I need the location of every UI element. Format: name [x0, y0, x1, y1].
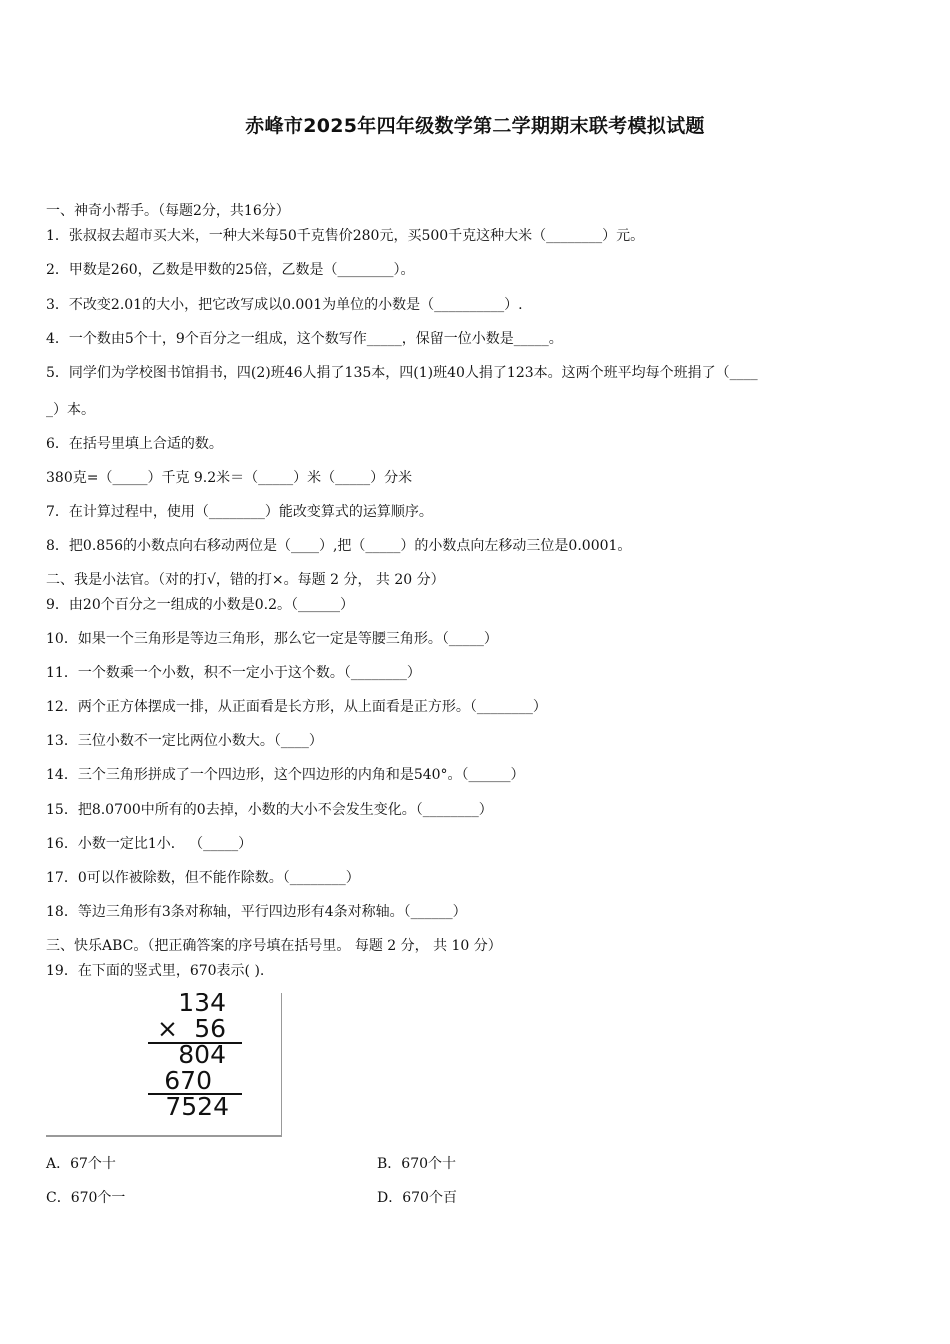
option-d: D．670个百	[377, 1190, 457, 1206]
partial-product-1: 804	[178, 1040, 226, 1069]
multiplier: 56	[194, 1014, 226, 1043]
question-10: 10．如果一个三角形是等边三角形，那么它一定是等腰三角形。（_____）	[46, 631, 498, 647]
question-17: 17．0可以作被除数，但不能作除数。（________）	[46, 870, 360, 886]
option-c: C．670个一	[46, 1190, 126, 1206]
question-4: 4．一个数由5个十，9个百分之一组成，这个数写作_____，保留一位小数是_____。	[46, 331, 563, 347]
question-18: 18．等边三角形有3条对称轴，平行四边形有4条对称轴。（______）	[46, 904, 467, 920]
partial-product-2: 670	[164, 1066, 212, 1095]
question-5-continued: _）本。	[46, 402, 95, 418]
multiplication-figure	[46, 993, 282, 1137]
question-15: 15．把8.0700中所有的0去掉，小数的大小不会发生变化。（________）	[46, 802, 493, 818]
section-3-heading: 三、快乐ABC。（把正确答案的序号填在括号里。 每题 2 分， 共 10 分）	[46, 938, 502, 954]
question-6: 6．在括号里填上合适的数。	[46, 436, 223, 452]
question-8: 8．把0.856的小数点向右移动两位是（____）,把（_____）的小数点向左移动三位是0.0001。	[46, 538, 632, 554]
question-7: 7．在计算过程中，使用（________）能改变算式的运算顺序。	[46, 504, 433, 520]
question-13: 13．三位小数不一定比两位小数大。（____）	[46, 733, 323, 749]
option-b: B．670个十	[377, 1156, 457, 1172]
question-2: 2．甲数是260，乙数是甲数的25倍，乙数是（________）。	[46, 262, 415, 278]
multiplicand: 134	[178, 993, 226, 1017]
question-1: 1．张叔叔去超市买大米，一种大米每50千克售价280元，买500千克这种大米（________）元。	[46, 228, 645, 244]
question-14: 14．三个三角形拼成了一个四边形，这个四边形的内角和是540°。（______）	[46, 767, 525, 783]
question-5: 5．同学们为学校图书馆捐书，四(2)班46人捐了135本，四(1)班40人捐了123本。这两个班平均每个班捐了（____	[46, 365, 758, 381]
page-title: 赤峰市2025年四年级数学第二学期期末联考模拟试题	[245, 115, 705, 137]
question-6-sub: 380克=（_____）千克 9.2米＝（_____）米（_____）分米	[46, 470, 413, 486]
question-3: 3．不改变2.01的大小，把它改写成以0.001为单位的小数是（__________）.	[46, 297, 523, 313]
times-sign: ×	[157, 1014, 178, 1043]
final-product: 7524	[165, 1092, 229, 1121]
section-1-heading: 一、神奇小帮手。（每题2分，共16分）	[46, 203, 290, 219]
section-2-heading: 二、我是小法官。（对的打√，错的打×。每题 2 分， 共 20 分）	[46, 572, 445, 588]
question-12: 12．两个正方体摆成一排，从正面看是长方形，从上面看是正方形。（________）	[46, 699, 547, 715]
question-19: 19．在下面的竖式里，670表示( ).	[46, 963, 265, 979]
option-a: A．67个十	[46, 1156, 116, 1172]
question-11: 11．一个数乘一个小数，积不一定小于这个数。（________）	[46, 665, 421, 681]
question-9: 9．由20个百分之一组成的小数是0.2。（______）	[46, 597, 354, 613]
vertical-multiplication	[46, 993, 282, 1137]
question-16: 16．小数一定比1小． （_____）	[46, 836, 253, 852]
